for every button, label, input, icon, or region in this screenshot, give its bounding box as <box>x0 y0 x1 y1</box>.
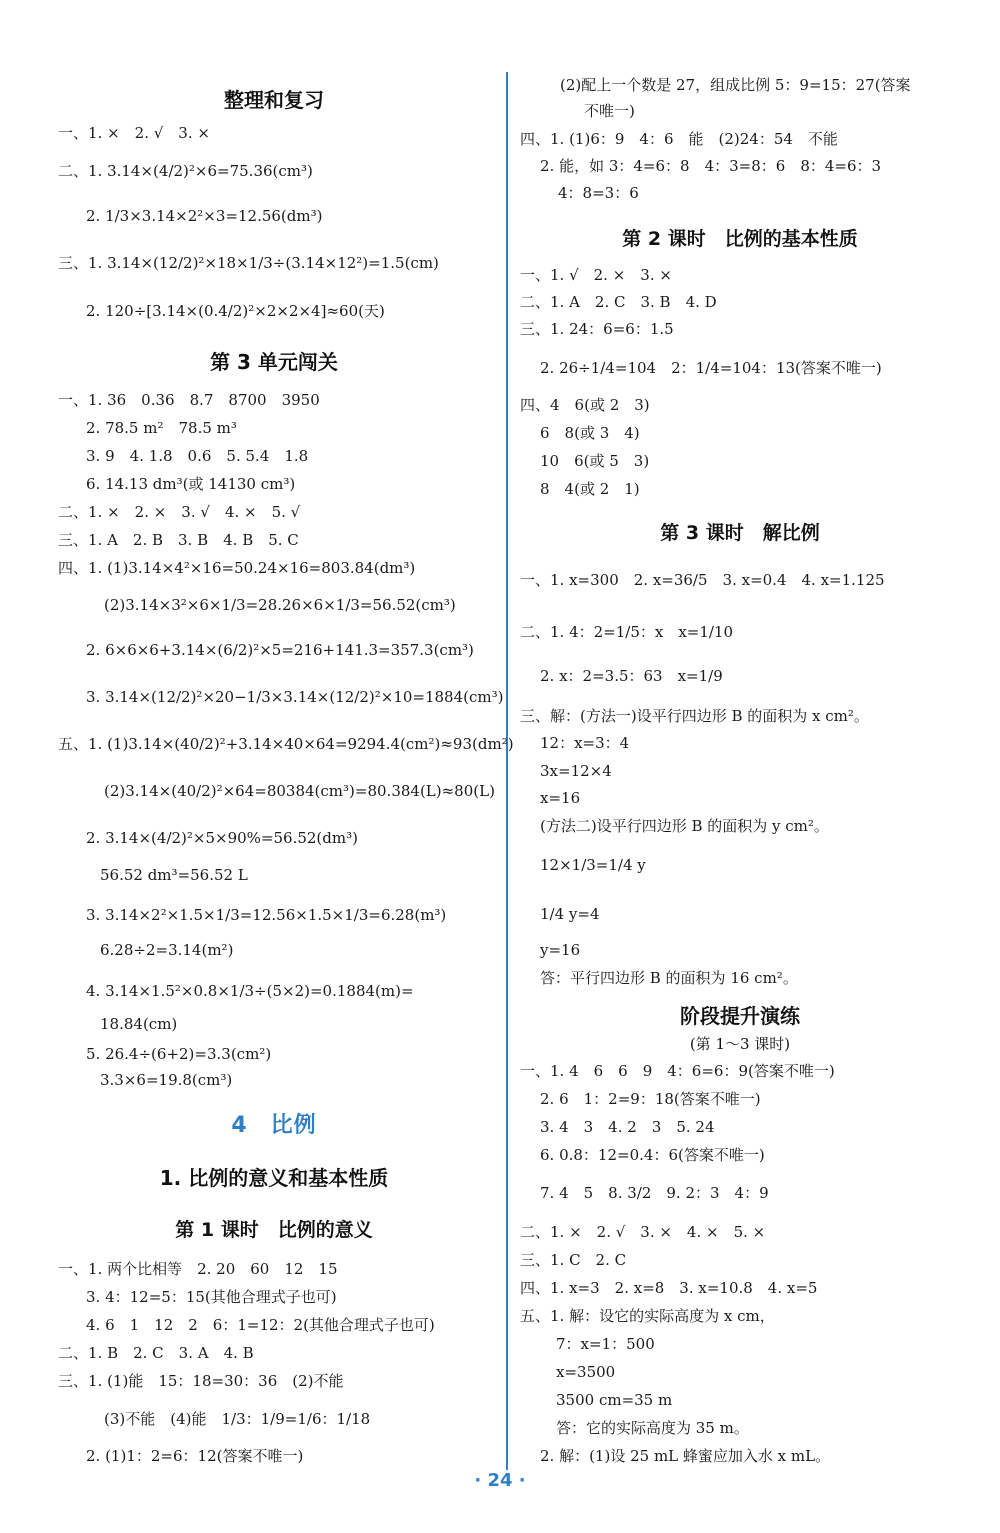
stage-line: 五、1. 解：设它的实际高度为 x cm， <box>520 1307 775 1325</box>
lesson1-line: 4. 6 1 12 2 6：1=12：2(其他合理式子也可) <box>86 1316 435 1334</box>
lesson3-line: 2. x：2=3.5：63 x=1/9 <box>540 667 723 685</box>
lesson3-line: y=16 <box>540 941 581 959</box>
stage-line: 一、1. 4 6 6 9 4：6=6：9(答案不唯一) <box>520 1062 835 1080</box>
stage-line: 四、1. x=3 2. x=8 3. x=10.8 4. x=5 <box>520 1279 818 1297</box>
lesson1-line: 2. (1)1：2=6：12(答案不唯一) <box>86 1447 304 1465</box>
lesson3-line: 12×1/3=1/4 y <box>540 856 646 874</box>
lesson3-line: 3x=12×4 <box>540 762 612 780</box>
stage-subtitle: (第 1～3 课时) <box>689 1035 791 1053</box>
column-divider <box>506 72 508 1470</box>
unit3-line: 二、1. × 2. × 3. √ 4. × 5. √ <box>58 503 301 521</box>
stage-line: x=3500 <box>556 1363 616 1381</box>
unit3-line: 3.3×6=19.8(cm³) <box>100 1071 233 1089</box>
unit3-line: 6.28÷2=3.14(m²) <box>100 941 234 959</box>
unit3-line: (2)3.14×(40/2)²×64=80384(cm³)=80.384(L)≈80(L) <box>104 782 495 800</box>
right-top-line: 4：8=3：6 <box>558 184 639 202</box>
lesson3-line: (方法二)设平行四边形 B 的面积为 y cm²。 <box>540 817 829 835</box>
stage-line: 7：x=1：500 <box>556 1335 655 1353</box>
right-top-line: 四、1. (1)6：9 4：6 能 (2)24：54 不能 <box>520 130 838 148</box>
unit3-line: 56.52 dm³=56.52 L <box>100 866 248 884</box>
section-title: 1. 比例的意义和基本性质 <box>159 1166 389 1190</box>
lesson3-line: x=16 <box>540 789 581 807</box>
stage-line: 7. 4 5 8. 3/2 9. 2：3 4：9 <box>540 1184 769 1202</box>
lesson2-line: 10 6(或 5 3) <box>540 452 650 470</box>
review-title: 整理和复习 <box>224 88 324 112</box>
unit3-line: 6. 14.13 dm³(或 14130 cm³) <box>86 475 296 493</box>
lesson2-line: 8 4(或 2 1) <box>540 480 640 498</box>
right-top-line: 不唯一) <box>584 102 635 120</box>
stage-title: 阶段提升演练 <box>680 1004 800 1028</box>
unit3-line: 2. 78.5 m² 78.5 m³ <box>86 419 237 437</box>
unit3-line: 18.84(cm) <box>100 1015 178 1033</box>
lesson2-line: 四、4 6(或 2 3) <box>520 396 650 414</box>
lesson2-line: 2. 26÷1/4=104 2：1/4=104：13(答案不唯一) <box>540 359 882 377</box>
unit3-line: 三、1. A 2. B 3. B 4. B 5. C <box>58 531 299 549</box>
unit3-line: 3. 3.14×(12/2)²×20−1/3×3.14×(12/2)²×10=1884(cm³) <box>86 688 504 706</box>
lesson3-line: 二、1. 4：2=1/5：x x=1/10 <box>520 623 734 641</box>
stage-line: 2. 6 1：2=9：18(答案不唯一) <box>540 1090 761 1108</box>
stage-line: 三、1. C 2. C <box>520 1251 627 1269</box>
unit3-line: 4. 3.14×1.5²×0.8×1/3÷(5×2)=0.1884(m)= <box>86 982 414 1000</box>
unit3-title: 第 3 单元闯关 <box>210 350 338 374</box>
chapter-title: 4 比例 <box>231 1113 317 1138</box>
lesson2-line: 二、1. A 2. C 3. B 4. D <box>520 293 717 311</box>
review-line: 一、1. × 2. √ 3. × <box>58 124 210 142</box>
unit3-line: (2)3.14×3²×6×1/3=28.26×6×1/3=56.52(cm³) <box>104 596 456 614</box>
review-line: 2. 1/3×3.14×2²×3=12.56(dm³) <box>86 207 323 225</box>
lesson1-line: (3)不能 (4)能 1/3：1/9=1/6：1/18 <box>104 1410 371 1428</box>
lesson2-line: 三、1. 24：6=6：1.5 <box>520 320 674 338</box>
lesson2-title: 第 2 课时 比例的基本性质 <box>622 228 858 250</box>
unit3-line: 一、1. 36 0.36 8.7 8700 3950 <box>58 391 320 409</box>
stage-line: 2. 解：(1)设 25 mL 蜂蜜应加入水 x mL。 <box>540 1447 831 1465</box>
lesson3-line: 答：平行四边形 B 的面积为 16 cm²。 <box>540 969 798 987</box>
lesson3-line: 三、解：(方法一)设平行四边形 B 的面积为 x cm²。 <box>520 707 869 725</box>
review-line: 三、1. 3.14×(12/2)²×18×1/3÷(3.14×12²)=1.5(cm) <box>58 254 439 272</box>
review-line: 二、1. 3.14×(4/2)²×6=75.36(cm³) <box>58 162 313 180</box>
unit3-line: 2. 3.14×(4/2)²×5×90%=56.52(dm³) <box>86 829 358 847</box>
unit3-line: 3. 3.14×2²×1.5×1/3=12.56×1.5×1/3=6.28(m³) <box>86 906 447 924</box>
unit3-line: 四、1. (1)3.14×4²×16=50.24×16=803.84(dm³) <box>58 559 416 577</box>
unit3-line: 3. 9 4. 1.8 0.6 5. 5.4 1.8 <box>86 447 309 465</box>
stage-line: 答：它的实际高度为 35 m。 <box>556 1419 749 1437</box>
stage-line: 6. 0.8：12=0.4：6(答案不唯一) <box>540 1146 765 1164</box>
page-number: · 24 · <box>474 1470 526 1491</box>
lesson3-line: 1/4 y=4 <box>540 905 600 923</box>
lesson2-line: 一、1. √ 2. × 3. × <box>520 266 672 284</box>
lesson1-title: 第 1 课时 比例的意义 <box>175 1219 373 1241</box>
review-line: 2. 120÷[3.14×(0.4/2)²×2×2×4]≈60(天) <box>86 302 385 320</box>
right-top-line: (2)配上一个数是 27，组成比例 5：9=15：27(答案 <box>560 76 911 94</box>
lesson3-title: 第 3 课时 解比例 <box>660 522 820 544</box>
lesson1-line: 二、1. B 2. C 3. A 4. B <box>58 1344 254 1362</box>
right-top-line: 2. 能，如 3：4=6：8 4：3=8：6 8：4=6：3 <box>540 157 882 175</box>
lesson3-line: 12：x=3：4 <box>540 734 630 752</box>
stage-line: 3500 cm=35 m <box>556 1391 673 1409</box>
lesson1-line: 3. 4：12=5：15(其他合理式子也可) <box>86 1288 337 1306</box>
stage-line: 3. 4 3 4. 2 3 5. 24 <box>540 1118 715 1136</box>
lesson2-line: 6 8(或 3 4) <box>540 424 640 442</box>
lesson1-line: 一、1. 两个比相等 2. 20 60 12 15 <box>58 1260 338 1278</box>
unit3-line: 2. 6×6×6+3.14×(6/2)²×5=216+141.3=357.3(cm³) <box>86 641 474 659</box>
lesson3-line: 一、1. x=300 2. x=36/5 3. x=0.4 4. x=1.125 <box>520 571 885 589</box>
unit3-line: 五、1. (1)3.14×(40/2)²+3.14×40×64=9294.4(cm²)≈93(dm²) <box>58 735 514 753</box>
unit3-line: 5. 26.4÷(6+2)=3.3(cm²) <box>86 1045 272 1063</box>
stage-line: 二、1. × 2. √ 3. × 4. × 5. × <box>520 1223 766 1241</box>
lesson1-line: 三、1. (1)能 15：18=30：36 (2)不能 <box>58 1372 344 1390</box>
